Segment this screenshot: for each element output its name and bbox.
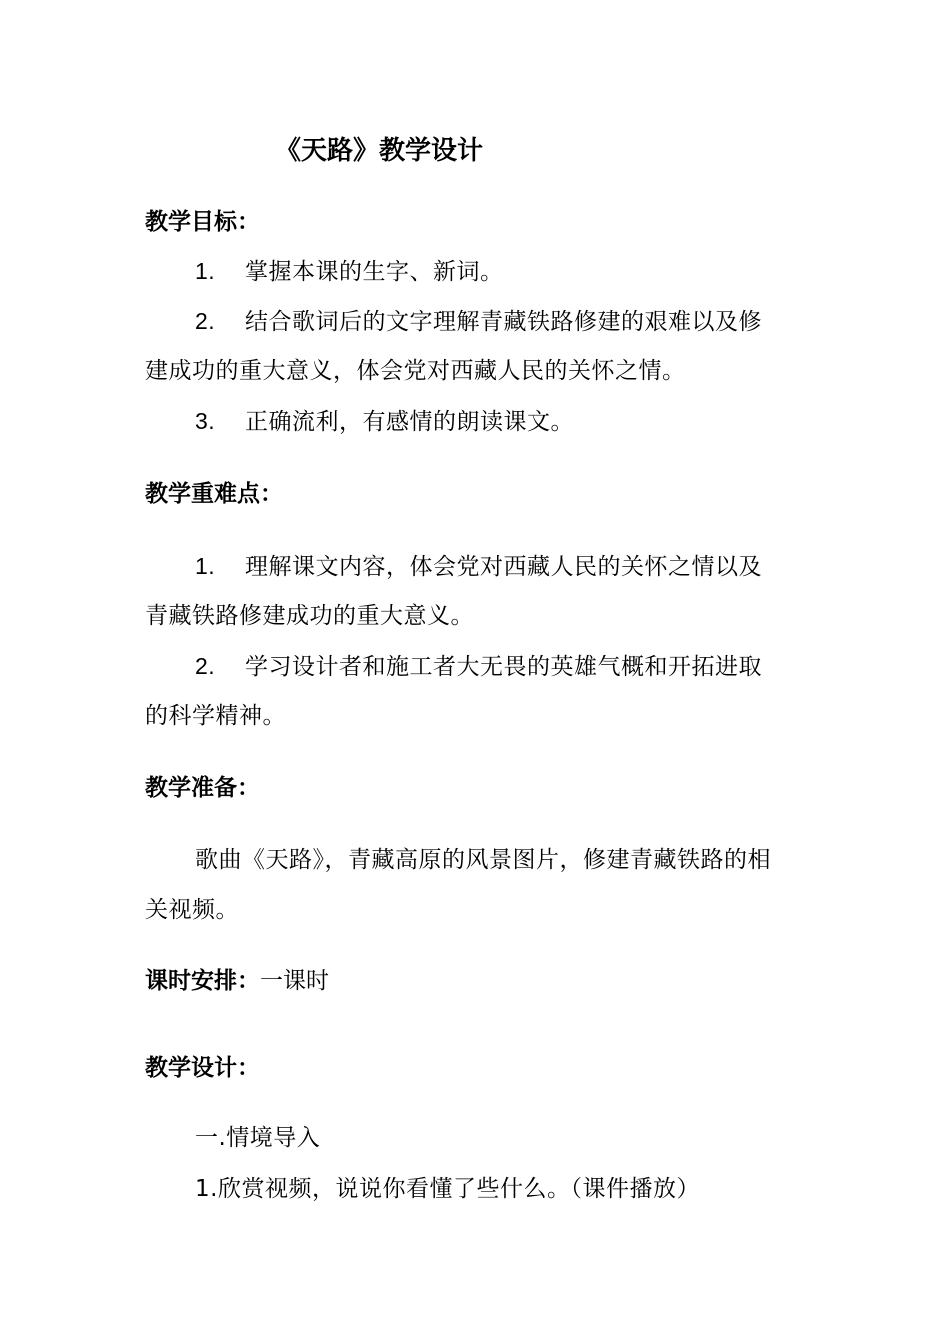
preparation-heading: 教学准备：	[145, 775, 260, 801]
key-points-heading: 教学重难点：	[145, 481, 283, 507]
objective-2-number: 2.	[195, 308, 216, 334]
objective-1-line-1: 掌握本课的生字、新词。	[245, 259, 504, 285]
key-point-2-line-1: 学习设计者和施工者大无畏的英雄气概和开拓进取	[245, 654, 762, 680]
objective-2-line-1: 结合歌词后的文字理解青藏铁路修建的艰难以及修	[245, 309, 762, 335]
page-title: 《天路》教学设计	[275, 136, 484, 166]
objectives-heading: 教学目标：	[145, 209, 260, 235]
objective-item-3	[195, 403, 574, 440]
key-point-1-line-1: 理解课文内容，体会党对西藏人民的关怀之情以及	[245, 554, 762, 580]
schedule-heading: 课时安排：	[145, 968, 260, 994]
preparation-line-2: 关视频。	[145, 897, 239, 923]
objective-item-2	[195, 303, 762, 340]
key-point-1-line-2: 青藏铁路修建成功的重大意义。	[145, 603, 474, 629]
key-point-1-number: 1.	[195, 553, 216, 579]
objective-3-line-1: 正确流利，有感情的朗读课文。	[245, 409, 574, 435]
objective-1-number: 1.	[195, 258, 216, 284]
design-section-title: 一.情境导入	[195, 1125, 321, 1151]
schedule-value: 一课时	[260, 968, 329, 994]
key-point-2-number: 2.	[195, 653, 216, 679]
objective-item-1	[195, 253, 504, 290]
preparation-line-1: 歌曲《天路》，青藏高原的风景图片，修建青藏铁路的相	[195, 847, 771, 873]
key-point-item-1	[195, 548, 762, 585]
design-heading: 教学设计：	[145, 1055, 260, 1081]
objective-2-line-2: 建成功的重大意义，体会党对西藏人民的关怀之情。	[145, 358, 686, 384]
objective-3-number: 3.	[195, 408, 216, 434]
key-point-2-line-2: 的科学精神。	[145, 703, 286, 729]
design-step-1: 1.欣赏视频，说说你看懂了些什么。（课件播放）	[195, 1176, 700, 1202]
schedule-row	[145, 963, 329, 999]
key-point-item-2	[195, 648, 762, 685]
